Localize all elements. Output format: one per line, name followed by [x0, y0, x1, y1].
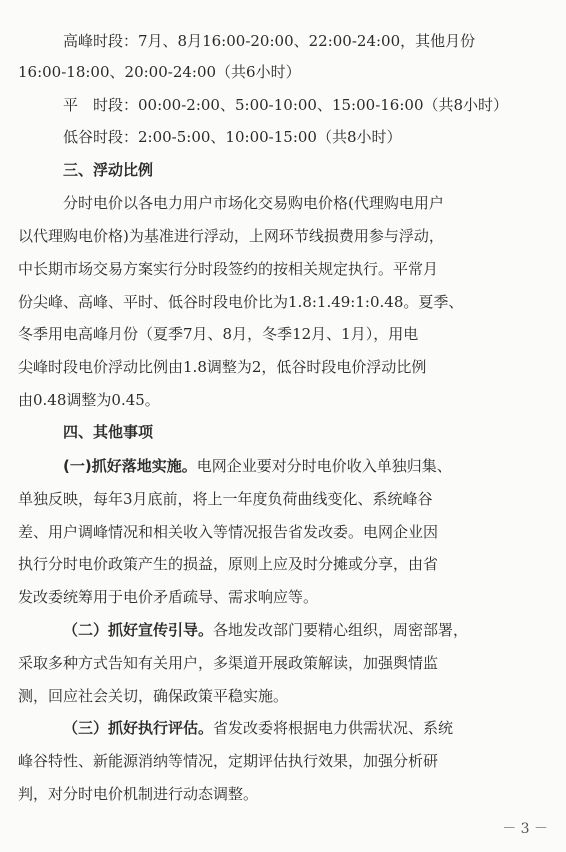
section-three-heading: 三、浮动比例 — [63, 161, 154, 179]
paragraph-line: 峰谷特性、新能源消纳等情况，定期评估执行效果，加强分析研 — [18, 752, 439, 770]
section-four-heading: 四、其他事项 — [63, 423, 154, 441]
paragraph-line: 采取多种方式告知有关用户，多渠道开展政策解读，加强舆情监 — [18, 654, 439, 672]
paragraph-line: 执行分时电价政策产生的损益，原则上应及时分摊或分享，由省 — [18, 555, 439, 573]
subsection-three-text: 省发改委将根据电力供需状况、系统 — [213, 719, 454, 737]
flat-hours-line: 平 时段：00:00-2:00、5:00-10:00、15:00-16:00（共8小时） — [63, 96, 509, 114]
paragraph-line: 尖峰时段电价浮动比例由1.8调整为2，低谷时段电价浮动比例 — [18, 358, 427, 376]
paragraph-line: 单独反映，每年3月底前，将上一年度负荷曲线变化、系统峰谷 — [18, 490, 433, 508]
subsection-two-first-line — [63, 620, 468, 640]
subsection-two-title: （二）抓好宣传引导。 — [63, 621, 214, 639]
subsection-one-title: (一)抓好落地实施。 — [63, 457, 197, 475]
page-number: － 3 － — [502, 821, 548, 837]
valley-hours-line: 低谷时段：2:00-5:00、10:00-15:00（共8小时） — [63, 128, 402, 146]
paragraph-line: 由0.48调整为0.45。 — [18, 391, 160, 409]
paragraph-line: 分时电价以各电力用户市场化交易购电价格(代理购电用户 — [63, 194, 444, 212]
paragraph-line: 发改委统筹用于电价矛盾疏导、需求响应等。 — [18, 588, 319, 606]
subsection-one-text: 电网企业要对分时电价收入单独归集、 — [196, 457, 452, 475]
paragraph-line: 判，对分时电价机制进行动态调整。 — [18, 785, 259, 803]
paragraph-line: 测，回应社会关切，确保政策平稳实施。 — [18, 687, 289, 705]
subsection-three-first-line — [63, 718, 453, 738]
paragraph-line: 以代理购电价格)为基准进行浮动，上网环节线损费用参与浮动， — [18, 227, 444, 245]
subsection-three-title: （三）抓好执行评估。 — [63, 719, 214, 737]
peak-hours-line: 高峰时段：7月、8月16:00-20:00、22:00-24:00，其他月份 — [63, 32, 476, 50]
paragraph-line: 差、用户调峰情况和相关收入等情况报告省发改委。电网企业因 — [18, 523, 439, 541]
paragraph-line: 份尖峰、高峰、平时、低谷时段电价比为1.8:1.49:1:0.48。夏季、 — [18, 293, 464, 311]
subsection-one-first-line — [63, 456, 452, 476]
paragraph-line: 中长期市场交易方案实行分时段签约的按相关规定执行。平常月 — [18, 260, 439, 278]
paragraph-line: 冬季用电高峰月份（夏季7月、8月，冬季12月、1月），用电 — [18, 325, 419, 343]
subsection-two-text: 各地发改部门要精心组织，周密部署， — [213, 621, 469, 639]
peak-hours-continuation: 16:00-18:00、20:00-24:00（共6小时） — [18, 63, 301, 81]
